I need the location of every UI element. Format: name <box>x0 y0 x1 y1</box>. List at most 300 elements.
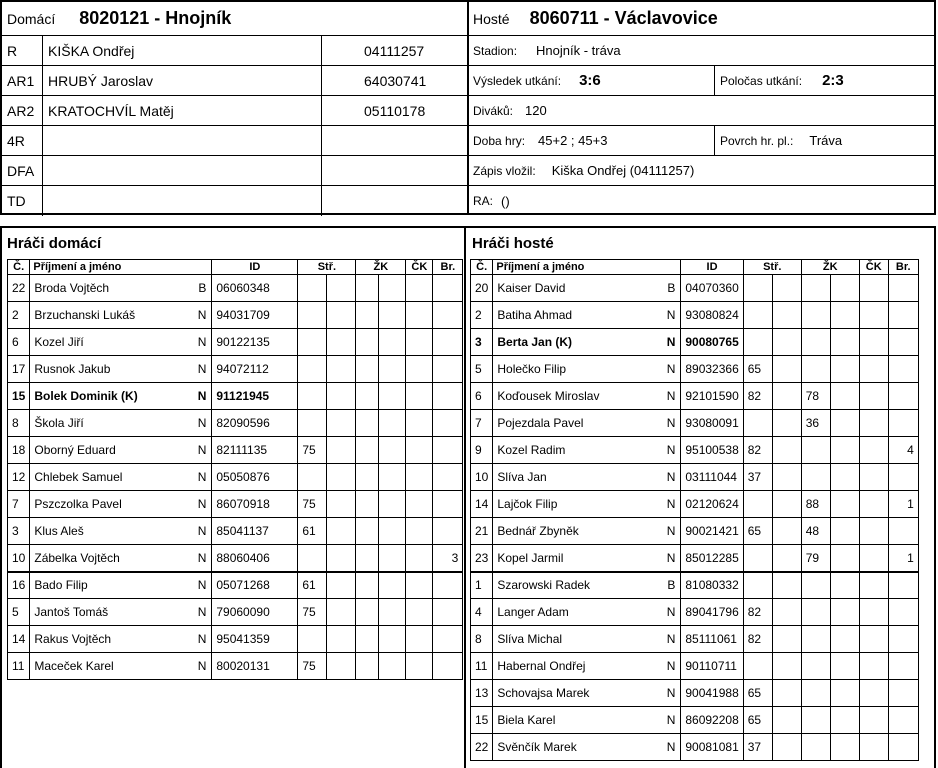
yellow-card-minute-2 <box>379 437 406 464</box>
yellow-card-minute-2 <box>830 518 859 545</box>
sub-minute: 82 <box>743 626 772 653</box>
player-name: Kopel Jarmil <box>493 545 655 572</box>
player-row <box>8 599 463 626</box>
official-role: DFA <box>7 162 35 179</box>
sub-minute-2 <box>327 653 356 680</box>
player-name: Lajčok Filip <box>493 491 655 518</box>
player-row <box>8 572 463 599</box>
player-id: 89041796 <box>681 599 743 626</box>
player-number: 17 <box>8 356 30 383</box>
yellow-card-minute <box>801 356 830 383</box>
away-players-table <box>470 259 919 761</box>
player-name: Rusnok Jakub <box>30 356 192 383</box>
yellow-card-minute <box>801 734 830 761</box>
red-card-minute <box>406 518 433 545</box>
player-number: 13 <box>471 680 493 707</box>
red-card-minute <box>859 491 888 518</box>
sub-minute-2 <box>772 491 801 518</box>
sub-minute <box>298 545 327 572</box>
player-name: Koďousek Miroslav <box>493 383 655 410</box>
goals <box>888 275 918 302</box>
player-id: 04070360 <box>681 275 743 302</box>
official-row <box>2 96 467 126</box>
red-card-minute <box>859 275 888 302</box>
red-card-minute <box>406 599 433 626</box>
sub-minute-2 <box>772 356 801 383</box>
player-number: 20 <box>471 275 493 302</box>
yellow-card-minute <box>801 437 830 464</box>
player-id: 88060406 <box>212 545 298 572</box>
player-row <box>471 545 919 572</box>
col-ck: ČK <box>406 260 433 275</box>
sub-minute: 75 <box>298 653 327 680</box>
yellow-card-minute <box>356 491 379 518</box>
sub-minute-2 <box>327 599 356 626</box>
red-card-minute <box>859 545 888 572</box>
sub-minute: 75 <box>298 437 327 464</box>
yellow-card-minute <box>356 653 379 680</box>
goals: 4 <box>888 437 918 464</box>
yellow-card-minute-2 <box>830 491 859 518</box>
player-row <box>8 329 463 356</box>
yellow-card-minute <box>356 572 379 599</box>
player-position: N <box>655 734 681 761</box>
player-id: 82111135 <box>212 437 298 464</box>
player-number: 10 <box>471 464 493 491</box>
red-card-minute <box>406 572 433 599</box>
player-row <box>471 599 919 626</box>
red-card-minute <box>859 572 888 599</box>
red-card-minute <box>859 599 888 626</box>
goals <box>433 302 463 329</box>
player-id: 92101590 <box>681 383 743 410</box>
col-str: Stř. <box>743 260 801 275</box>
player-number: 5 <box>471 356 493 383</box>
sub-minute: 75 <box>298 599 327 626</box>
player-row <box>471 356 919 383</box>
player-row <box>8 275 463 302</box>
sub-minute-2 <box>772 680 801 707</box>
official-row <box>2 126 467 156</box>
official-row <box>2 66 467 96</box>
halftime-value: 2:3 <box>822 72 844 89</box>
yellow-card-minute-2 <box>830 680 859 707</box>
player-position: N <box>192 329 212 356</box>
result-row <box>469 66 936 96</box>
goals <box>433 356 463 383</box>
player-position: B <box>655 572 681 599</box>
col-num: Č. <box>471 260 493 275</box>
red-card-minute <box>406 383 433 410</box>
player-name: Habernal Ondřej <box>493 653 655 680</box>
player-id: 93080091 <box>681 410 743 437</box>
player-id: 81080332 <box>681 572 743 599</box>
red-card-minute <box>406 275 433 302</box>
player-position: N <box>655 680 681 707</box>
player-position: N <box>655 707 681 734</box>
official-role: AR2 <box>7 102 35 119</box>
yellow-card-minute-2 <box>379 653 406 680</box>
player-name: Slíva Michal <box>493 626 655 653</box>
player-id: 86092208 <box>681 707 743 734</box>
red-card-minute <box>406 653 433 680</box>
player-id: 94072112 <box>212 356 298 383</box>
sub-minute-2 <box>327 464 356 491</box>
player-id: 90081081 <box>681 734 743 761</box>
player-name: Maceček Karel <box>30 653 192 680</box>
sub-minute-2 <box>327 545 356 572</box>
sub-minute: 65 <box>743 518 772 545</box>
yellow-card-minute: 36 <box>801 410 830 437</box>
stadium-value: Hnojník - tráva <box>536 43 621 58</box>
yellow-card-minute <box>801 329 830 356</box>
sub-minute <box>743 329 772 356</box>
yellow-card-minute <box>356 410 379 437</box>
red-card-minute <box>406 410 433 437</box>
player-name: Bado Filip <box>30 572 192 599</box>
goals: 1 <box>888 545 918 572</box>
player-number: 2 <box>8 302 30 329</box>
sub-minute <box>743 302 772 329</box>
goals <box>888 599 918 626</box>
home-players-section <box>0 226 466 768</box>
sub-minute-2 <box>772 707 801 734</box>
player-number: 16 <box>8 572 30 599</box>
sub-minute <box>298 329 327 356</box>
player-position: N <box>655 356 681 383</box>
yellow-card-minute <box>356 383 379 410</box>
player-row <box>8 356 463 383</box>
player-id: 79060090 <box>212 599 298 626</box>
goals <box>888 383 918 410</box>
player-row <box>8 626 463 653</box>
player-position: N <box>192 572 212 599</box>
player-id: 95041359 <box>212 626 298 653</box>
player-name: Kozel Jiří <box>30 329 192 356</box>
player-number: 22 <box>471 734 493 761</box>
player-number: 7 <box>471 410 493 437</box>
goals <box>433 572 463 599</box>
player-id: 91121945 <box>212 383 298 410</box>
ra-label: RA: <box>473 194 494 208</box>
player-position: N <box>192 464 212 491</box>
goals: 1 <box>888 491 918 518</box>
player-position: N <box>655 437 681 464</box>
yellow-card-minute-2 <box>830 626 859 653</box>
yellow-card-minute <box>801 707 830 734</box>
yellow-card-minute-2 <box>379 464 406 491</box>
player-id: 85041137 <box>212 518 298 545</box>
goals <box>433 491 463 518</box>
away-section-title: Hráči hosté <box>472 235 554 252</box>
goals <box>433 437 463 464</box>
player-row <box>8 545 463 572</box>
yellow-card-minute-2 <box>379 302 406 329</box>
sub-minute-2 <box>772 275 801 302</box>
sub-minute: 82 <box>743 437 772 464</box>
sub-minute <box>298 410 327 437</box>
official-name: KIŠKA Ondřej <box>48 42 135 59</box>
home-section-title: Hráči domácí <box>7 235 102 252</box>
goals <box>888 518 918 545</box>
player-id: 93080824 <box>681 302 743 329</box>
surface-value: Tráva <box>809 133 843 148</box>
sub-minute: 61 <box>298 518 327 545</box>
sub-minute-2 <box>327 302 356 329</box>
player-number: 8 <box>8 410 30 437</box>
player-number: 4 <box>471 599 493 626</box>
player-number: 15 <box>8 383 30 410</box>
header-row <box>471 260 919 275</box>
yellow-card-minute-2 <box>830 464 859 491</box>
yellow-card-minute <box>356 437 379 464</box>
goals <box>888 356 918 383</box>
yellow-card-minute <box>356 329 379 356</box>
red-card-minute <box>859 680 888 707</box>
player-position: B <box>192 275 212 302</box>
player-number: 18 <box>8 437 30 464</box>
sub-minute-2 <box>327 626 356 653</box>
yellow-card-minute-2 <box>379 599 406 626</box>
player-name: Oborný Eduard <box>30 437 192 464</box>
official-name: KRATOCHVÍL Matěj <box>48 102 174 119</box>
away-players-section <box>466 226 936 768</box>
player-row <box>8 383 463 410</box>
goals <box>433 383 463 410</box>
player-row <box>8 410 463 437</box>
official-id: 05110178 <box>364 102 426 119</box>
player-position: N <box>655 518 681 545</box>
match-header <box>0 0 936 215</box>
yellow-card-minute <box>801 302 830 329</box>
goals <box>888 707 918 734</box>
sub-minute <box>743 491 772 518</box>
player-number: 14 <box>471 491 493 518</box>
player-name: Kozel Radim <box>493 437 655 464</box>
yellow-card-minute <box>356 464 379 491</box>
away-team-row <box>469 2 936 36</box>
player-id: 02120624 <box>681 491 743 518</box>
player-id: 90021421 <box>681 518 743 545</box>
col-zk: ŽK <box>356 260 406 275</box>
col-name: Příjmení a jméno <box>493 260 681 275</box>
sub-minute-2 <box>772 653 801 680</box>
player-position: N <box>192 356 212 383</box>
sub-minute <box>298 626 327 653</box>
player-id: 90110711 <box>681 653 743 680</box>
player-name: Broda Vojtěch <box>30 275 192 302</box>
player-number: 6 <box>8 329 30 356</box>
player-number: 8 <box>471 626 493 653</box>
player-id: 80020131 <box>212 653 298 680</box>
player-number: 7 <box>8 491 30 518</box>
stadium-row <box>469 36 936 66</box>
player-name: Langer Adam <box>493 599 655 626</box>
red-card-minute <box>859 518 888 545</box>
player-id: 89032366 <box>681 356 743 383</box>
player-row <box>471 626 919 653</box>
official-row <box>2 156 467 186</box>
player-number: 5 <box>8 599 30 626</box>
player-id: 86070918 <box>212 491 298 518</box>
col-ck: ČK <box>859 260 888 275</box>
player-name: Batiha Ahmad <box>493 302 655 329</box>
sub-minute <box>743 275 772 302</box>
player-number: 23 <box>471 545 493 572</box>
sub-minute-2 <box>327 275 356 302</box>
red-card-minute <box>406 437 433 464</box>
player-name: Klus Aleš <box>30 518 192 545</box>
yellow-card-minute-2 <box>830 410 859 437</box>
halftime-label: Poločas utkání: <box>720 73 803 88</box>
player-number: 3 <box>8 518 30 545</box>
player-name: Chlebek Samuel <box>30 464 192 491</box>
player-position: N <box>655 383 681 410</box>
sub-minute-2 <box>327 518 356 545</box>
header-row <box>8 260 463 275</box>
sub-minute-2 <box>772 572 801 599</box>
yellow-card-minute-2 <box>379 356 406 383</box>
player-row <box>471 491 919 518</box>
red-card-minute <box>406 329 433 356</box>
red-card-minute <box>406 464 433 491</box>
player-number: 21 <box>471 518 493 545</box>
player-row <box>471 572 919 599</box>
goals: 3 <box>433 545 463 572</box>
player-name: Slíva Jan <box>493 464 655 491</box>
goals <box>433 518 463 545</box>
player-name: Berta Jan (K) <box>493 329 655 356</box>
goals <box>433 653 463 680</box>
goals <box>433 410 463 437</box>
red-card-minute <box>859 302 888 329</box>
sub-minute-2 <box>772 383 801 410</box>
yellow-card-minute: 48 <box>801 518 830 545</box>
player-row <box>471 383 919 410</box>
player-number: 6 <box>471 383 493 410</box>
official-name: HRUBÝ Jaroslav <box>48 72 154 89</box>
away-label: Hosté <box>473 10 510 27</box>
yellow-card-minute-2 <box>379 275 406 302</box>
duration-row <box>469 126 936 156</box>
yellow-card-minute <box>356 599 379 626</box>
sub-minute: 61 <box>298 572 327 599</box>
player-number: 9 <box>471 437 493 464</box>
player-number: 12 <box>8 464 30 491</box>
player-position: N <box>655 545 681 572</box>
home-players-table <box>7 259 463 680</box>
yellow-card-minute <box>801 626 830 653</box>
player-number: 1 <box>471 572 493 599</box>
player-number: 3 <box>471 329 493 356</box>
player-row <box>8 464 463 491</box>
player-row <box>471 329 919 356</box>
sub-minute: 37 <box>743 464 772 491</box>
goals <box>888 572 918 599</box>
yellow-card-minute-2 <box>830 653 859 680</box>
official-id: 04111257 <box>364 42 425 59</box>
sub-minute-2 <box>772 626 801 653</box>
sub-minute: 65 <box>743 680 772 707</box>
red-card-minute <box>859 653 888 680</box>
player-name: Szarowski Radek <box>493 572 655 599</box>
goals <box>888 329 918 356</box>
player-position: N <box>655 329 681 356</box>
sub-minute: 65 <box>743 356 772 383</box>
player-row <box>471 653 919 680</box>
goals <box>888 626 918 653</box>
yellow-card-minute <box>801 464 830 491</box>
yellow-card-minute-2 <box>830 437 859 464</box>
spectators-row <box>469 96 936 126</box>
goals <box>433 599 463 626</box>
player-row <box>8 437 463 464</box>
sub-minute-2 <box>772 545 801 572</box>
yellow-card-minute-2 <box>830 545 859 572</box>
yellow-card-minute: 78 <box>801 383 830 410</box>
player-id: 06060348 <box>212 275 298 302</box>
red-card-minute <box>859 329 888 356</box>
official-id: 64030741 <box>364 72 427 89</box>
result-label: Výsledek utkání: <box>473 73 562 88</box>
official-row <box>2 36 467 66</box>
yellow-card-minute <box>801 653 830 680</box>
yellow-card-minute-2 <box>379 545 406 572</box>
yellow-card-minute <box>801 572 830 599</box>
player-position: N <box>655 410 681 437</box>
player-number: 2 <box>471 302 493 329</box>
sub-minute <box>743 653 772 680</box>
sub-minute-2 <box>772 410 801 437</box>
surface-label: Povrch hr. pl.: <box>720 133 794 148</box>
yellow-card-minute-2 <box>830 707 859 734</box>
goals <box>888 410 918 437</box>
sub-minute-2 <box>772 437 801 464</box>
player-row <box>471 707 919 734</box>
goals <box>888 734 918 761</box>
player-position: N <box>192 518 212 545</box>
sub-minute <box>298 464 327 491</box>
sub-minute <box>298 302 327 329</box>
col-id: ID <box>681 260 743 275</box>
official-role: AR1 <box>7 72 35 89</box>
sub-minute <box>743 545 772 572</box>
red-card-minute <box>859 437 888 464</box>
red-card-minute <box>859 734 888 761</box>
official-role: R <box>7 42 18 59</box>
yellow-card-minute-2 <box>830 383 859 410</box>
sub-minute-2 <box>772 734 801 761</box>
ra-value: () <box>501 193 510 209</box>
red-card-minute <box>406 491 433 518</box>
player-row <box>471 437 919 464</box>
sub-minute-2 <box>327 437 356 464</box>
player-row <box>471 302 919 329</box>
player-position: B <box>655 275 681 302</box>
yellow-card-minute <box>801 275 830 302</box>
player-name: Rakus Vojtěch <box>30 626 192 653</box>
goals <box>888 653 918 680</box>
player-row <box>8 491 463 518</box>
sub-minute: 75 <box>298 491 327 518</box>
player-name: Jantoš Tomáš <box>30 599 192 626</box>
yellow-card-minute-2 <box>830 599 859 626</box>
red-card-minute <box>859 410 888 437</box>
player-row <box>471 410 919 437</box>
yellow-card-minute-2 <box>830 572 859 599</box>
player-name: Zábelka Vojtěch <box>30 545 192 572</box>
sub-minute <box>743 410 772 437</box>
